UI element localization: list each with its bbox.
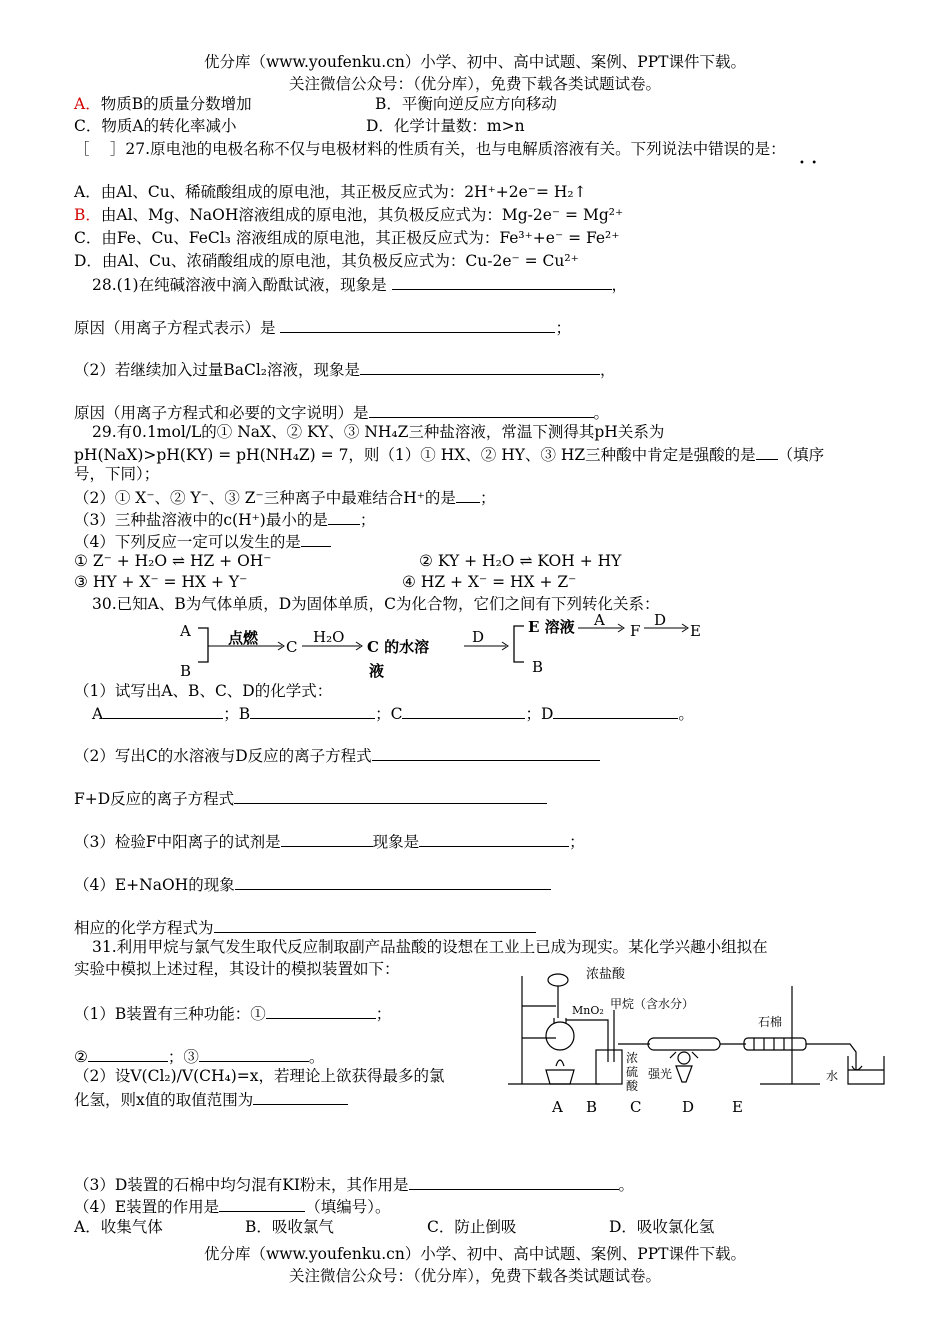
q28-line-1: 28.(1)在纯碱溶液中滴入酚酞试液，现象是 ，: [92, 273, 627, 295]
label-sulfuric: 硫: [626, 1065, 639, 1079]
scheme-a2: A: [594, 611, 605, 629]
scheme-liquid: 液: [369, 662, 385, 680]
scheme-c: C: [286, 638, 298, 656]
q30-line-2: （1）试写出A、B、C、D的化学式：: [74, 682, 333, 700]
q27-option-c: C．由Fe、Cu、FeCl₃ 溶液组成的原电池，其正极反应式为：Fe³⁺+e⁻ = Fe²⁺: [74, 229, 620, 247]
equilibrium-arrow-icon: ⇌: [519, 552, 533, 570]
q29-line-2: pH(NaX)>pH(KY) = pH(NH₄Z) = 7，则（1）① HX、② HY、③ HZ三种酸中肯定是强酸的是 （填序: [74, 443, 824, 465]
q31-option-a: A．收集气体: [74, 1218, 163, 1236]
scheme-a: A: [180, 622, 191, 640]
label-strong-light: 强光: [648, 1067, 673, 1081]
scheme-d: D: [472, 628, 485, 646]
answer-blank[interactable]: [234, 787, 547, 804]
q29-reaction-1: ① Z⁻ + H₂O ⇌ HZ + OH⁻: [74, 552, 272, 570]
q31-option-c: C．防止倒吸: [427, 1218, 517, 1236]
answer-blank[interactable]: [372, 744, 600, 761]
lamp-c: [678, 1052, 690, 1064]
label-b: B: [586, 1098, 598, 1116]
q26-option-d: D．化学计量数：m>n: [366, 117, 525, 135]
answer-blank[interactable]: [199, 1045, 309, 1062]
label-c: C: [630, 1098, 642, 1116]
answer-blank[interactable]: [266, 1002, 376, 1019]
bracket-right: [514, 626, 524, 662]
q29-line-4: （2）① X⁻、② Y⁻、③ Z⁻三种离子中最难结合H⁺的是 ；: [74, 486, 495, 508]
scheme-d2: D: [654, 611, 667, 629]
answer-blank[interactable]: [281, 830, 373, 847]
lamp-stand-c: [676, 1066, 692, 1082]
q30-formula-blanks: A ；B ；C ；D 。: [92, 702, 694, 724]
equilibrium-arrow-icon: ⇌: [172, 552, 185, 570]
burner-a: [546, 1070, 574, 1084]
label-d: D: [682, 1098, 695, 1116]
header-line-1: 优分库（www.youfenku.cn）小学、初中、高中试题、案例、PPT课件下载。: [203, 53, 747, 71]
q29-line-3: 号，下同）；: [74, 465, 160, 483]
q26-option-a: A．物质B的质量分数增加: [74, 95, 252, 113]
header-line-2: 关注微信公众号：（优分库），免费下载各类试题试卷。: [288, 75, 661, 93]
q30-line-6: （4）E+NaOH的现象: [74, 873, 551, 895]
q29-line-6: （4）下列反应一定可以发生的是: [74, 530, 331, 552]
scheme-e2: E: [690, 622, 701, 640]
tube-a-b: [566, 1020, 608, 1062]
scheme-f: F: [630, 622, 641, 640]
scheme-b: B: [180, 662, 192, 680]
funnel-bulb: [548, 974, 568, 986]
answer-blank[interactable]: [253, 1088, 348, 1105]
tube-d: [744, 1038, 806, 1050]
scheme-b2: B: [532, 658, 544, 676]
scheme-h2o: H₂O: [313, 628, 345, 646]
answer-blank[interactable]: [214, 916, 536, 933]
bracket-left: [198, 628, 208, 662]
q26-option-c: C．物质A的转化率减小: [74, 117, 237, 135]
label-conc-hcl: 浓盐酸: [586, 967, 626, 982]
q27-option-b: B．由Al、Mg、NaOH溶液组成的原电池，其负极反应式为：Mg-2e⁻ = Mg²⁺: [74, 206, 624, 224]
answer-blank[interactable]: [409, 1173, 619, 1190]
flask-a: [546, 1022, 574, 1050]
q31-option-b: B．吸收氯气: [245, 1218, 334, 1236]
q30-line-3: （2）写出C的水溶液与D反应的离子方程式: [74, 744, 600, 766]
answer-blank[interactable]: [419, 830, 569, 847]
q29-line-5: （3）三种盐溶液中的c(H⁺)最小的是 ；: [74, 508, 375, 530]
label-a: A: [552, 1098, 563, 1116]
q30-line-4: F+D反应的离子方程式: [74, 787, 547, 809]
answer-blank[interactable]: [369, 401, 594, 418]
answer-blank[interactable]: [103, 702, 223, 719]
q30-line-1: 30.已知A、B为气体单质，D为固体单质，C为化合物，它们之间有下列转化关系：: [92, 595, 660, 613]
answer-blank[interactable]: [235, 873, 551, 890]
q27-option-a: A．由Al、Cu、稀硫酸组成的原电池，其正极反应式为：2H⁺+2e⁻= H₂↑: [74, 183, 587, 201]
q28-line-2: 原因（用离子方程式表示）是 ；: [74, 316, 571, 338]
footer-line-1: 优分库（www.youfenku.cn）小学、初中、高中试题、案例、PPT课件下载。: [203, 1245, 747, 1263]
label-acid: 酸: [626, 1079, 639, 1093]
scheme-c-solution: C 的水溶: [367, 638, 430, 656]
q31-apparatus-figure: [500, 966, 900, 1121]
q31-line-3: （1）B装置有三种功能：① ；: [74, 1002, 391, 1024]
answer-blank[interactable]: [456, 486, 480, 503]
answer-blank[interactable]: [280, 316, 555, 333]
q27-stem: ［ ］27.原电池的电极名称不仅与电极材料的性质有关，也与电解质溶液有关。下列说法中错误的是：: [74, 140, 786, 158]
label-water: 水: [826, 1069, 839, 1083]
answer-blank[interactable]: [88, 1045, 168, 1062]
label-e: E: [732, 1098, 743, 1116]
emphasis-dots: • •: [799, 158, 818, 169]
q28-line-3: （2）若继续加入过量BaCl₂溶液，现象是 ，: [74, 358, 616, 380]
label-mno2: MnO₂: [572, 1004, 604, 1017]
q31-option-d: D．吸收氯化氢: [609, 1218, 715, 1236]
q27-option-b-label: B．: [74, 206, 101, 224]
q29-reaction-3: ③ HY + X⁻ = HX + Y⁻: [74, 573, 248, 591]
scheme-e-solution: E 溶液: [528, 618, 575, 636]
answer-blank[interactable]: [250, 702, 375, 719]
answer-blank[interactable]: [219, 1195, 305, 1212]
q29-line-1: 29.有0.1mol/L的① NaX、② KY、③ NH₄Z三种盐溶液，常温下测得其pH关系为: [92, 423, 665, 441]
q30-line-7: 相应的化学方程式为: [74, 916, 536, 938]
q27-option-d: D．由Al、Cu、浓硝酸组成的原电池，其负极反应式为：Cu-2e⁻ = Cu²⁺: [74, 252, 579, 270]
q31-line-7: （3）D装置的石棉中均匀混有KI粉末，其作用是 。: [74, 1173, 634, 1195]
footer-line-2: 关注微信公众号：（优分库），免费下载各类试题试卷。: [288, 1267, 661, 1285]
bottle-b: [596, 1050, 622, 1084]
answer-blank[interactable]: [360, 358, 600, 375]
q31-line-2: 实验中模拟上述过程，其设计的模拟装置如下：: [74, 960, 400, 978]
scheme-ignite: 点燃: [228, 629, 259, 647]
answer-blank[interactable]: [392, 273, 612, 290]
q28-line-4: 原因（用离子方程式和必要的文字说明）是 。: [74, 401, 609, 423]
q30-reaction-scheme: [170, 610, 730, 685]
q29-reaction-4: ④ HZ + X⁻ = HX + Z⁻: [402, 573, 577, 591]
q26-option-a-label: A．: [74, 95, 101, 113]
q31-line-1: 31.利用甲烷与氯气发生取代反应制取副产品盐酸的设想在工业上已成为现实。某化学兴趣小组拟在: [92, 938, 768, 956]
label-methane: 甲烷（含水分）: [610, 997, 695, 1011]
flame-a: [556, 1060, 564, 1066]
answer-blank[interactable]: [301, 530, 331, 547]
answer-blank[interactable]: [402, 702, 525, 719]
answer-blank[interactable]: [756, 443, 778, 460]
label-conc: 浓: [626, 1051, 639, 1065]
reaction-tube-c: [648, 1038, 720, 1050]
answer-blank[interactable]: [328, 508, 360, 525]
q31-line-4: ② ；③ 。: [74, 1045, 324, 1067]
q26-option-b: B．平衡向逆反应方向移动: [375, 95, 557, 113]
label-asbestos: 石棉: [758, 1015, 783, 1029]
q31-line-8: （4）E装置的作用是 （填编号）。: [74, 1195, 390, 1217]
q30-line-5: （3）检验F中阳离子的试剂是 现象是 ；: [74, 830, 585, 852]
q31-line-5: （2）设V(Cl₂)/V(CH₄)=x，若理论上欲获得最多的氯: [74, 1067, 445, 1085]
answer-blank[interactable]: [553, 702, 678, 719]
q31-line-6: 化氢，则x值的取值范围为: [74, 1088, 348, 1110]
q29-reaction-2: ② KY + H₂O ⇌ KOH + HY: [419, 552, 622, 570]
